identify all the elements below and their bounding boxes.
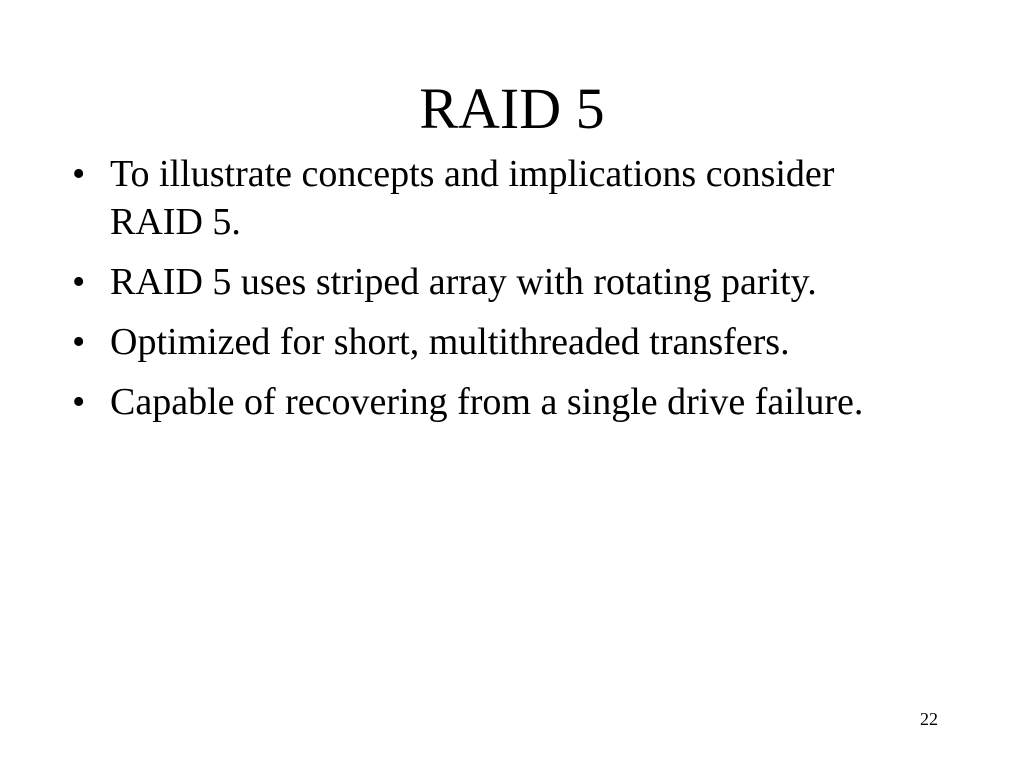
bullet-text: To illustrate concepts and implications consider RAID 5. <box>110 153 835 243</box>
bullet-item <box>72 378 932 426</box>
bullet-list <box>72 150 932 438</box>
bullet-text: Optimized for short, multithreaded transfers. <box>110 321 790 363</box>
bullet-icon: • <box>72 261 86 303</box>
bullet-text: Capable of recovering from a single drive failure. <box>110 381 864 423</box>
slide-title: RAID 5 <box>419 76 605 141</box>
bullet-icon: • <box>72 381 86 423</box>
bullet-icon: • <box>72 153 86 195</box>
bullet-item <box>72 318 932 366</box>
bullet-item <box>72 150 932 246</box>
slide-number: 22 <box>920 709 938 729</box>
bullet-text: RAID 5 uses striped array with rotating parity. <box>110 261 817 303</box>
bullet-icon: • <box>72 321 86 363</box>
bullet-item <box>72 258 932 306</box>
